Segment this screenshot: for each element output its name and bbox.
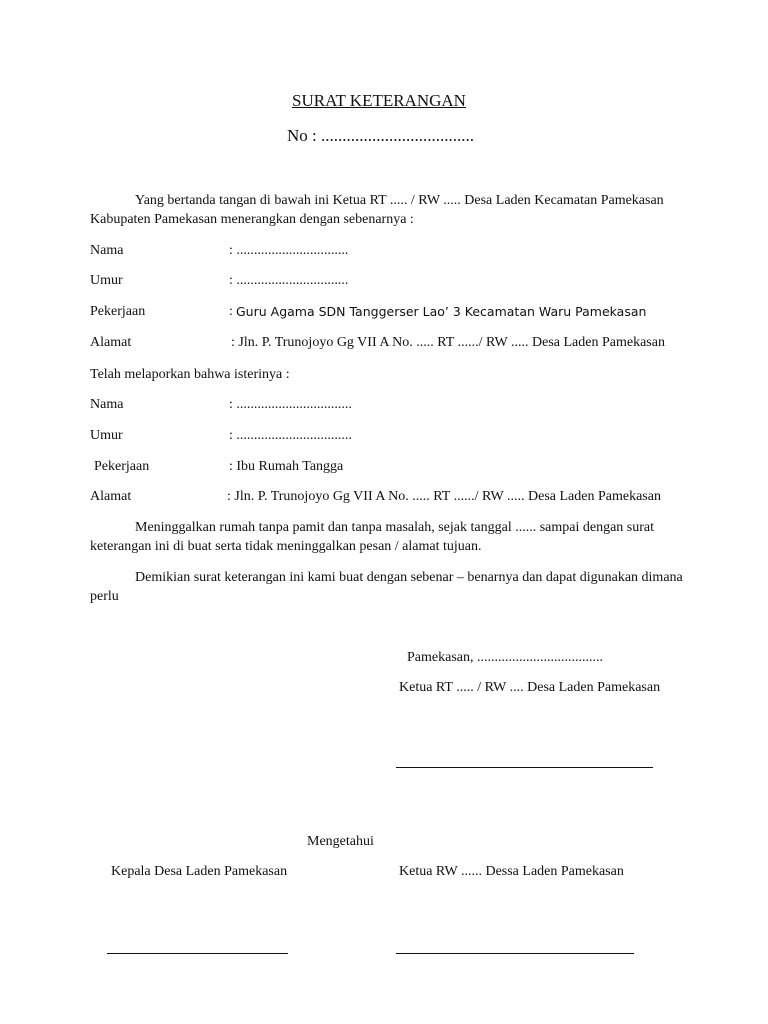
paragraph2-line-1: Demikian surat keterangan ini kami buat dengan sebenar – benarnya dan dapat digunakan dimana — [135, 570, 683, 585]
report-intro: Telah melaporkan bahwa isterinya : — [90, 367, 290, 382]
reporter-job-colon: : — [229, 304, 233, 319]
rw-head-signature-line — [396, 953, 634, 954]
reporter-job-value: Guru Agama SDN Tanggerser Lao’ 3 Kecamatan Waru Pamekasan — [236, 304, 647, 319]
wife-age-label: Umur — [90, 428, 123, 443]
rt-signature-line — [396, 767, 653, 768]
wife-name-label: Nama — [90, 397, 124, 412]
village-head-title: Kepala Desa Laden Pamekasan — [111, 864, 288, 879]
intro-line-2: Kabupaten Pamekasan menerangkan dengan sebenarnya : — [90, 212, 414, 227]
wife-name-value: : ................................. — [229, 397, 352, 412]
document-title: SURAT KETERANGAN — [292, 91, 466, 110]
paragraph1-line-2: keterangan ini di buat serta tidak meninggalkan pesan / alamat tujuan. — [90, 539, 482, 554]
intro-line-1: Yang bertanda tangan di bawah ini Ketua RT ..... / RW ..... Desa Laden Kecamatan Pamekasan — [135, 193, 664, 208]
document-number: No : .................................... — [287, 126, 474, 145]
reporter-address-label: Alamat — [90, 335, 132, 350]
wife-job-label: Pekerjaan — [94, 459, 150, 474]
rw-head-title: Ketua RW ...... Dessa Laden Pamekasan — [399, 864, 624, 879]
wife-address-value: : Jln. P. Trunojoyo Gg VII A No. ..... RT ....../ RW ..... Desa Laden Pamekasan — [227, 489, 661, 504]
place-date: Pamekasan, .................................... — [407, 650, 603, 665]
village-head-signature-line — [107, 953, 288, 954]
paragraph2-line-2: perlu — [90, 589, 119, 604]
reporter-age-label: Umur — [90, 273, 123, 288]
wife-address-label: Alamat — [90, 489, 132, 504]
paragraph1-line-1: Meninggalkan rumah tanpa pamit dan tanpa masalah, sejak tanggal ...... sampai dengan surat — [135, 520, 655, 535]
reporter-address-value: : Jln. P. Trunojoyo Gg VII A No. ..... RT ....../ RW ..... Desa Laden Pamekasan — [231, 335, 665, 350]
wife-age-value: : ................................. — [229, 428, 352, 443]
reporter-job-label: Pekerjaan — [90, 304, 146, 319]
wife-job-value: : Ibu Rumah Tangga — [229, 459, 344, 474]
reporter-name-label: Nama — [90, 243, 124, 258]
acknowledged-label: Mengetahui — [307, 834, 374, 849]
reporter-age-value: : ................................ — [229, 273, 349, 288]
reporter-name-value: : ................................ — [229, 243, 349, 258]
rt-head-title: Ketua RT ..... / RW .... Desa Laden Pamekasan — [399, 680, 661, 695]
